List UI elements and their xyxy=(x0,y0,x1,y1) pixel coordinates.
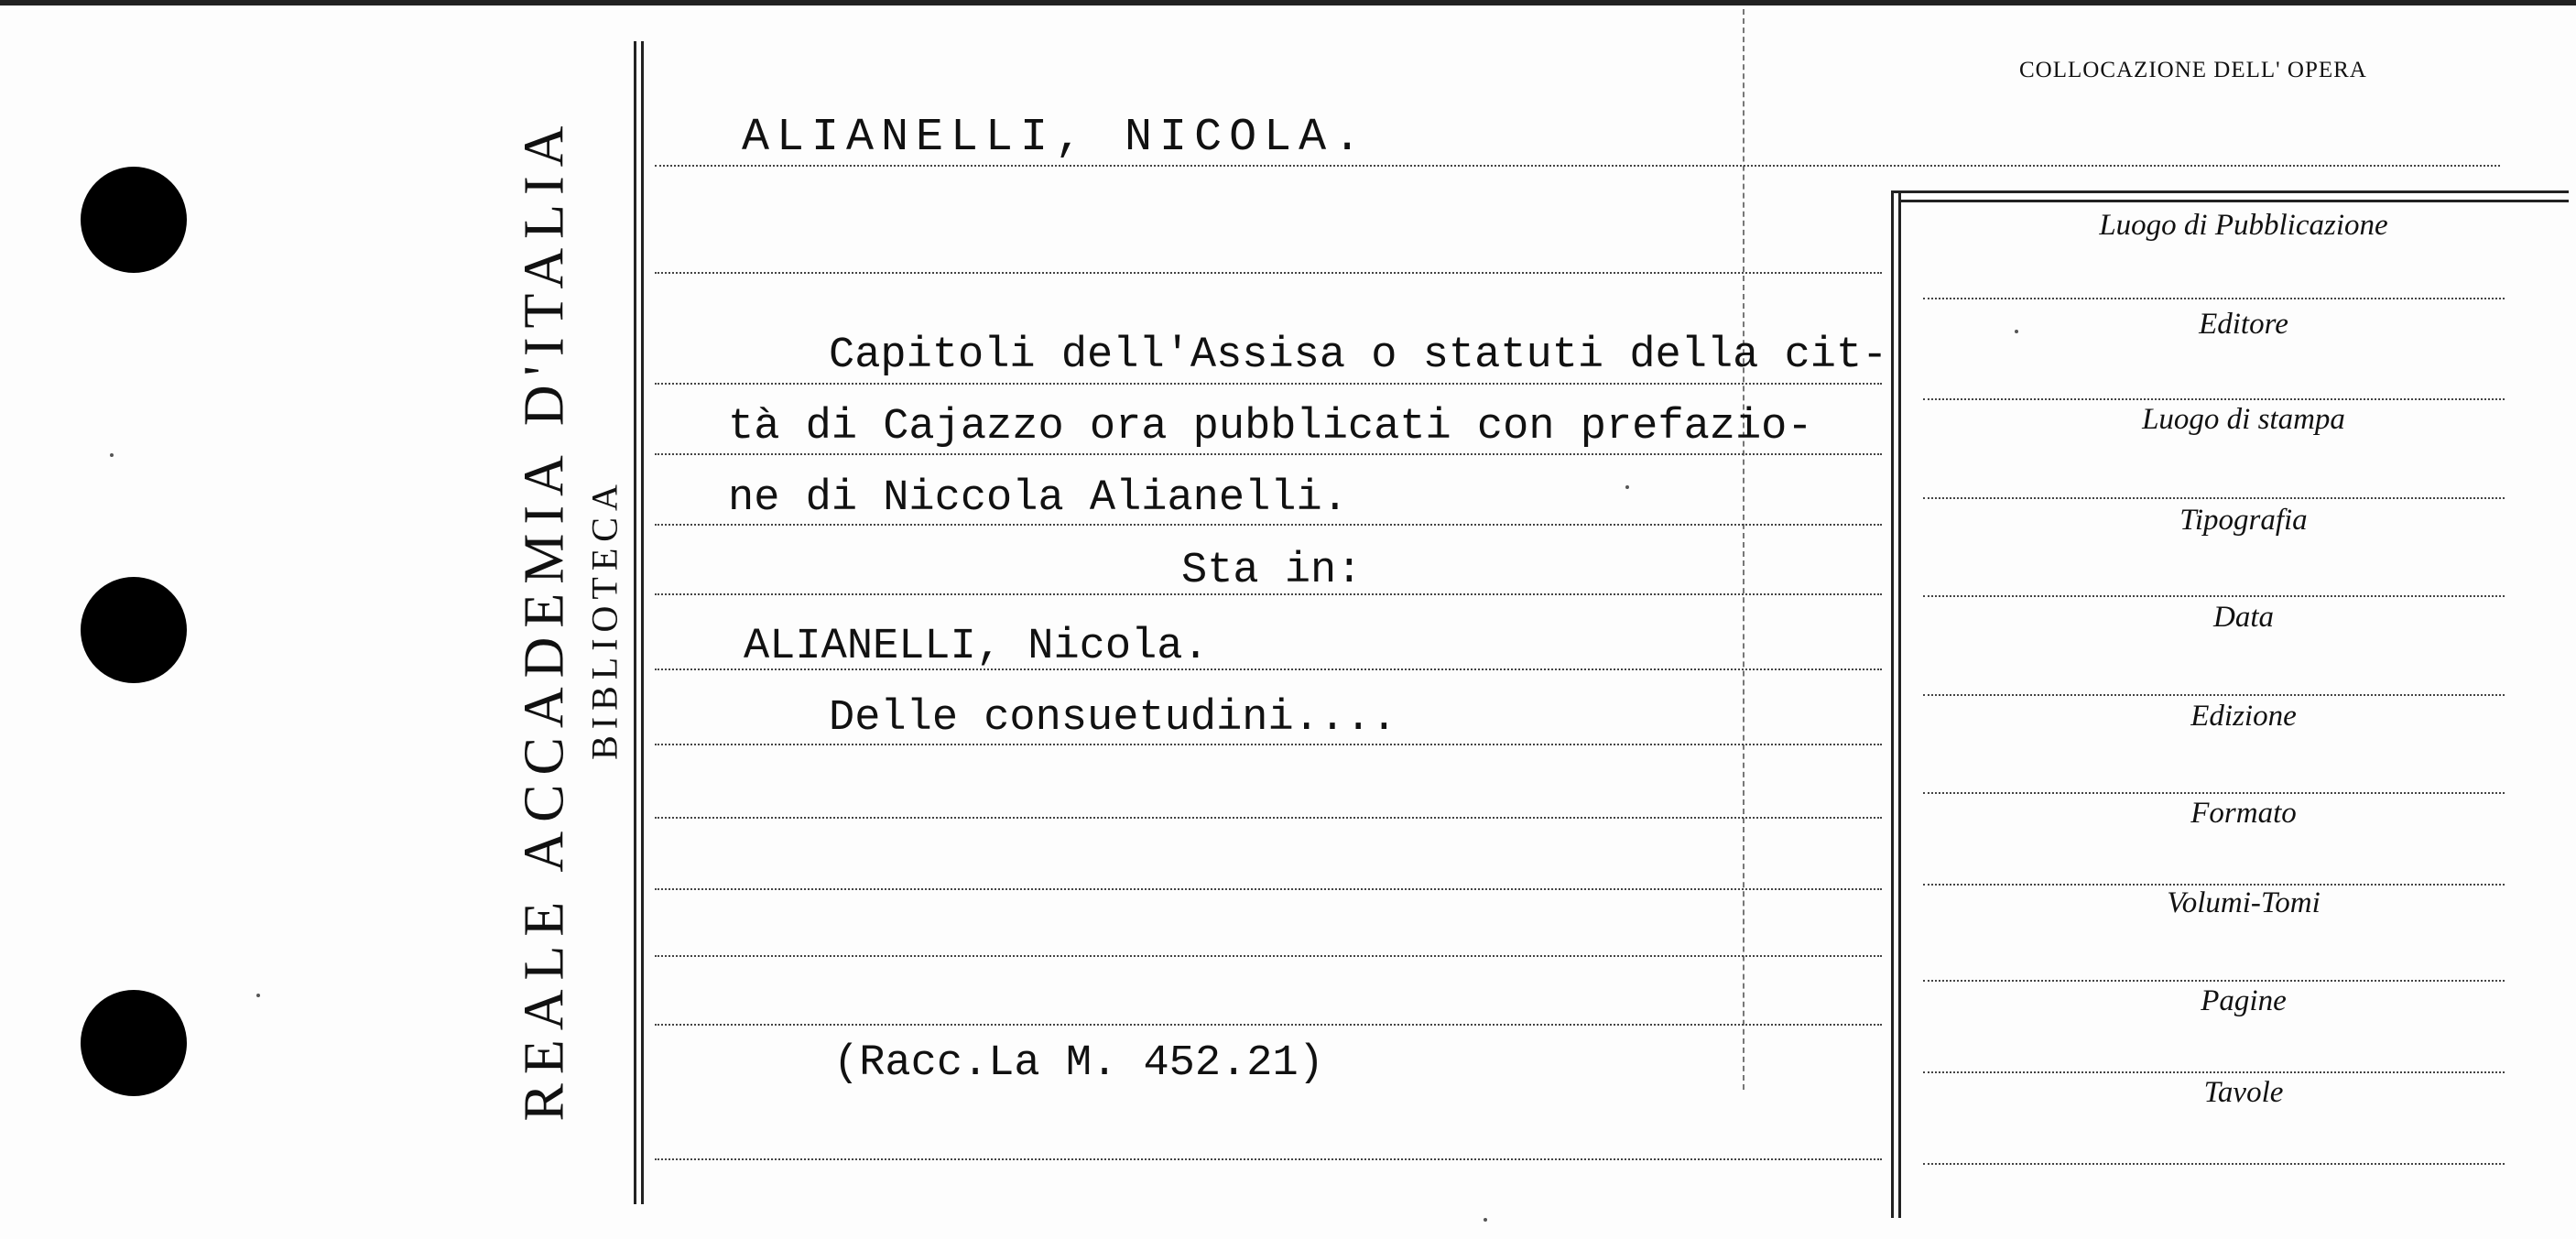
field-pagine: Pagine xyxy=(2201,984,2287,1017)
dotted-line xyxy=(655,955,1882,957)
host-author: ALIANELLI, Nicola. xyxy=(744,623,1209,671)
dotted-line xyxy=(655,1024,1882,1026)
dotted-line xyxy=(655,524,1882,526)
department-name: BIBLIOTECA xyxy=(583,478,625,760)
paper-speck xyxy=(2015,330,2018,333)
institution-name: REALE ACCADEMIA D'ITALIA xyxy=(513,116,576,1122)
left-border-outer xyxy=(634,41,636,1204)
field-box-border-left-outer xyxy=(1891,192,1894,1218)
left-border-inner xyxy=(641,41,644,1204)
field-tavole: Tavole xyxy=(2203,1076,2284,1109)
shelfmark: (Racc.La M. 452.21) xyxy=(833,1039,1324,1088)
card-top-edge xyxy=(0,0,2576,5)
field-dotted-line xyxy=(1923,694,2505,696)
field-formato: Formato xyxy=(2190,797,2297,830)
field-data: Data xyxy=(2213,601,2274,634)
field-editore: Editore xyxy=(2199,308,2288,341)
punch-hole-middle xyxy=(81,577,187,683)
paper-speck xyxy=(1484,1218,1487,1222)
collocation-header: COLLOCAZIONE DELL' OPERA xyxy=(2019,58,2367,82)
dotted-line xyxy=(655,817,1882,819)
dotted-line xyxy=(655,888,1882,890)
dotted-line xyxy=(655,165,2500,167)
field-luogo-di-pubblicazione: Luogo di Pubblicazione xyxy=(2099,209,2388,242)
paper-speck xyxy=(110,453,114,457)
dotted-line xyxy=(655,744,1882,745)
field-dotted-line xyxy=(1923,792,2505,794)
field-dotted-line xyxy=(1923,298,2505,299)
host-title: Delle consuetudini.... xyxy=(829,694,1397,743)
field-tipografia: Tipografia xyxy=(2179,504,2308,537)
dotted-line xyxy=(655,453,1882,455)
punch-hole-top xyxy=(81,167,187,273)
field-luogo-di-stampa: Luogo di stampa xyxy=(2142,403,2345,436)
field-dotted-line xyxy=(1923,595,2505,597)
field-dotted-line xyxy=(1923,497,2505,499)
punch-hole-bottom xyxy=(81,990,187,1096)
paper-speck xyxy=(256,994,260,997)
field-box-border-top-outer xyxy=(1891,190,2569,193)
dotted-line xyxy=(655,383,1882,385)
field-box-border-top-inner xyxy=(1898,200,2569,202)
field-dotted-line xyxy=(1923,1071,2505,1073)
title-line-3: ne di Niccola Alianelli. xyxy=(728,474,1348,523)
dotted-line xyxy=(655,1158,1882,1160)
title-line-2: tà di Cajazzo ora pubblicati con prefazio- xyxy=(728,403,1813,451)
in-label: Sta in: xyxy=(1181,547,1363,595)
field-dotted-line xyxy=(1923,398,2505,400)
center-dashed-divider xyxy=(1743,9,1745,1090)
field-volumi-tomi: Volumi-Tomi xyxy=(2167,886,2321,919)
field-dotted-line xyxy=(1923,980,2505,982)
field-dotted-line xyxy=(1923,1163,2505,1165)
field-edizione: Edizione xyxy=(2190,700,2297,733)
author-heading: ALIANELLI, NICOLA. xyxy=(742,112,1369,164)
title-line-1: Capitoli dell'Assisa o statuti della cit- xyxy=(829,331,1888,380)
paper-speck xyxy=(1625,485,1629,489)
dotted-line xyxy=(655,272,1882,274)
field-dotted-line xyxy=(1923,884,2505,886)
